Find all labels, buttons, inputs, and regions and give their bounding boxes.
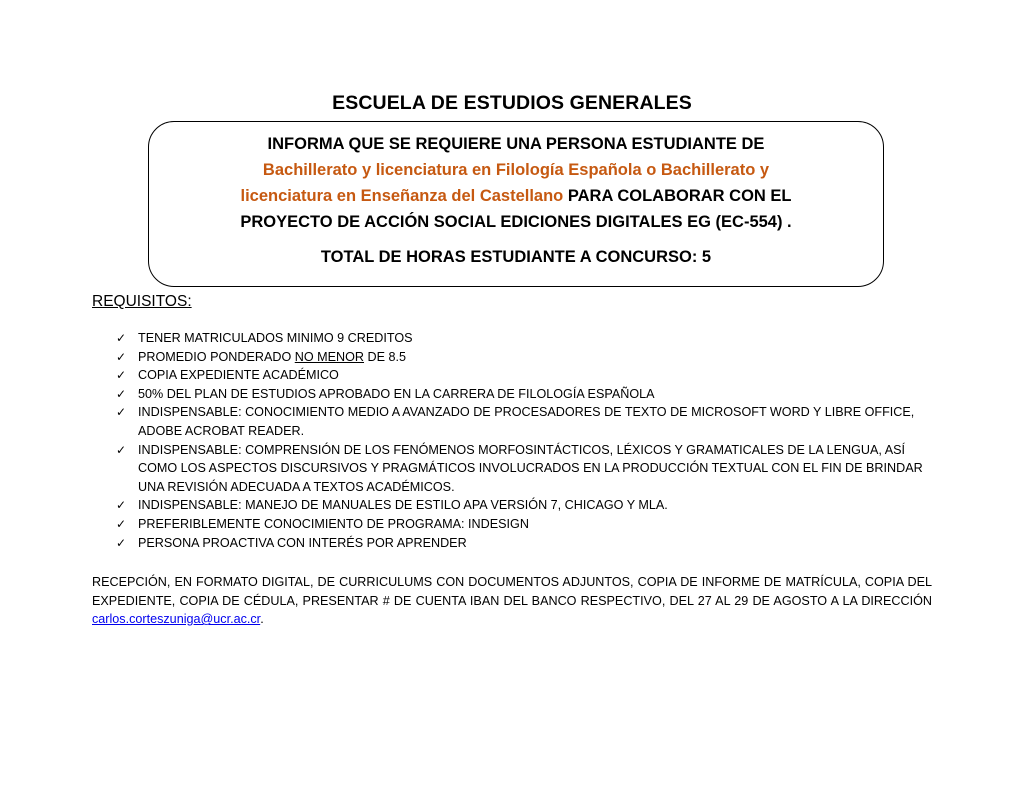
requirements-heading: REQUISITOS: <box>92 293 192 310</box>
reception-end: . <box>260 612 264 627</box>
requirement-item <box>116 515 936 534</box>
requirement-text: TENER MATRICULADOS MINIMO 9 CREDITOS <box>138 331 413 345</box>
career-name <box>148 157 884 209</box>
requirement-item <box>116 329 936 348</box>
requirement-text-end: DE 8.5 <box>364 349 407 364</box>
requirement-text: INDISPENSABLE: CONOCIMIENTO MEDIO A AVANZADO DE PROCESADORES DE TEXTO DE MICROSOFT WORD Y LIBRE OFFICE, ADOBE ACROBAT READER. <box>138 405 915 438</box>
requirement-text: COPIA EXPEDIENTE ACADÉMICO <box>138 368 339 383</box>
checkmark-icon: ✓ <box>116 535 127 550</box>
checkmark-icon: ✓ <box>116 368 127 383</box>
requirement-item <box>116 348 936 367</box>
requirement-item <box>116 441 936 497</box>
email-link[interactable]: carlos.corteszuniga@ucr.ac.cr <box>92 612 261 627</box>
announcement-text <box>148 131 884 235</box>
requirement-item <box>116 534 936 553</box>
requirement-text: PREFERIBLEMENTE CONOCIMIENTO DE PROGRAMA: INDESIGN <box>138 516 529 531</box>
project-name: PROYECTO DE ACCIÓN SOCIAL EDICIONES DIGITALES EG (EC-554) . <box>240 213 792 231</box>
announcement-line-1: INFORMA QUE SE REQUIERE UNA PERSONA ESTUDIANTE DE <box>267 135 765 153</box>
requirement-item <box>116 385 936 404</box>
checkmark-icon: ✓ <box>116 405 127 420</box>
requirement-item <box>116 403 936 440</box>
requirement-text: INDISPENSABLE: MANEJO DE MANUALES DE ESTILO APA VERSIÓN 7, CHICAGO Y MLA. <box>138 498 668 513</box>
requirement-text: 50% DEL PLAN DE ESTUDIOS APROBADO EN LA CARRERA DE FILOLOGÍA ESPAÑOLA <box>138 386 655 401</box>
checkmark-icon: ✓ <box>116 386 127 401</box>
reception-text: RECEPCIÓN, EN FORMATO DIGITAL, DE CURRICULUMS CON DOCUMENTOS ADJUNTOS, COPIA DE INFORME DE MATRÍCULA, COPIA DEL EXPEDIENTE, COPIA DE CÉDULA, PRESENTAR # DE CUENTA IBAN DEL BANCO RESPECTIVO, DEL 27 AL 29 DE AGOSTO A LA DIRECCIÓN <box>92 575 932 608</box>
requirement-text: PERSONA PROACTIVA CON INTERÉS POR APRENDER <box>138 535 467 550</box>
checkmark-icon: ✓ <box>116 442 127 457</box>
requirement-item <box>116 366 936 385</box>
requirements-list <box>116 329 936 552</box>
checkmark-icon: ✓ <box>116 331 127 345</box>
checkmark-icon: ✓ <box>116 349 127 364</box>
checkmark-icon: ✓ <box>116 516 127 531</box>
requirement-item <box>116 496 936 515</box>
total-hours: TOTAL DE HORAS ESTUDIANTE A CONCURSO: 5 <box>320 248 712 266</box>
checkmark-icon: ✓ <box>116 498 127 513</box>
announcement-line-3-rest: PARA COLABORAR CON EL <box>563 187 792 205</box>
requirement-text: INDISPENSABLE: COMPRENSIÓN DE LOS FENÓMENOS MORFOSINTÁCTICOS, LÉXICOS Y GRAMATICALES DE LA LENGUA, ASÍ COMO LOS ASPECTOS DISCURSIVOS Y PRAGMÁTICOS INVOLUCRADOS EN LA PRODUCCIÓN TEXTUAL CON EL FIN DE BRINDAR UNA REVISIÓN ADECUADA A TEXTOS ACADÉMICOS. <box>138 442 923 494</box>
career-name-part-1: Bachillerato y licenciatura en Filología Española o Bachillerato y <box>262 161 770 179</box>
career-name-part-2: licenciatura en Enseñanza del Castellano <box>240 187 564 205</box>
reception-paragraph <box>92 573 932 629</box>
page-title: ESCUELA DE ESTUDIOS GENERALES <box>332 92 692 114</box>
requirement-emphasis: NO MENOR <box>294 349 365 364</box>
requirement-text: PROMEDIO PONDERADO <box>138 349 295 364</box>
